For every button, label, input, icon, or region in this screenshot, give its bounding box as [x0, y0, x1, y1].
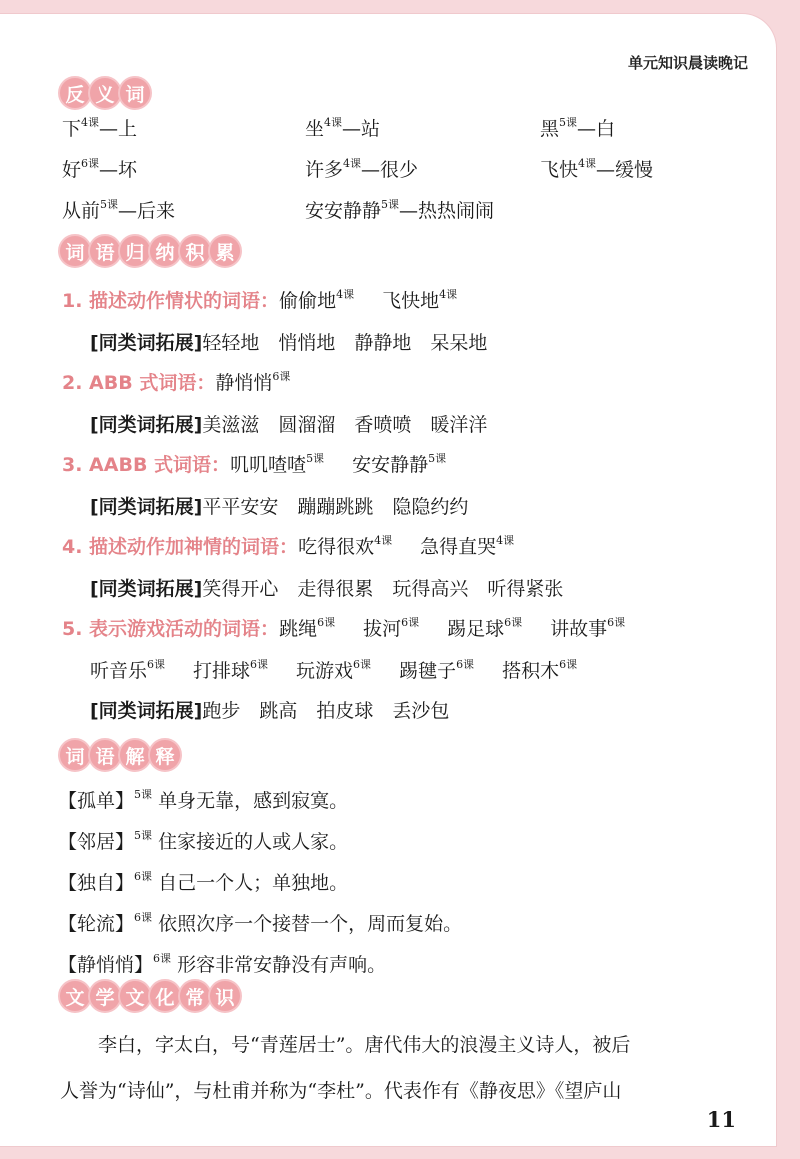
example-word: 踢毽子$^{6课}$ [399, 658, 475, 682]
extension-label: [同类词拓展] [90, 578, 203, 600]
definition: 单身无靠，感到寂寞。 [158, 790, 349, 812]
word-group-title [62, 532, 514, 559]
lesson-tag: 4课 [374, 534, 393, 547]
word-group-examples [90, 656, 577, 683]
example-word: 静悄悄$^{6课}$ [215, 370, 291, 394]
lesson-tag: 6课 [147, 658, 166, 671]
section-antonyms-heading: 反 义 词 [58, 76, 148, 110]
lesson-tag: 4课 [324, 116, 343, 129]
definition: 依照次序一个接替一个，周而复始。 [158, 913, 463, 935]
section-explain-heading: 词 语 解 释 [58, 738, 178, 772]
lesson-tag: 6课 [353, 658, 372, 671]
example-word: 吃得很欢$^{4课}$ [298, 534, 393, 558]
example-word: 打排球$^{6课}$ [193, 658, 269, 682]
antonym-pair: 黑$^{5课}$—白 [540, 116, 616, 140]
example-word: 跳绳$^{6课}$ [279, 616, 336, 640]
definition: 形容非常安静没有声响。 [177, 954, 387, 976]
explanation-item [58, 786, 348, 813]
example-word: 急得直哭$^{4课}$ [420, 534, 515, 558]
lesson-tag: 6课 [134, 870, 153, 883]
word-group-extension [90, 696, 449, 723]
group-heading: 4. 描述动作加神情的词语： [62, 536, 299, 558]
example-word: 听音乐$^{6课}$ [90, 658, 166, 682]
lesson-tag: 4课 [496, 534, 515, 547]
antonym-pair: 从前$^{5课}$—后来 [62, 198, 176, 222]
lesson-tag: 5课 [559, 116, 578, 129]
lesson-tag: 4课 [439, 288, 458, 301]
lesson-tag: 6课 [607, 616, 626, 629]
explanation-item [58, 909, 462, 936]
lesson-tag: 5课 [100, 198, 119, 211]
word-group-title [62, 368, 290, 395]
lesson-tag: 6课 [401, 616, 420, 629]
antonym-pair: 下$^{4课}$—上 [62, 116, 138, 140]
word-group-title [62, 614, 625, 641]
lesson-tag: 5课 [306, 452, 325, 465]
example-word: 拔河$^{6课}$ [363, 616, 420, 640]
definition: 自己一个人；单独地。 [158, 872, 349, 894]
explanation-item [58, 868, 348, 895]
word-group-extension [90, 410, 487, 437]
lesson-tag: 5课 [134, 788, 153, 801]
lesson-tag: 6课 [559, 658, 578, 671]
explanation-item [58, 950, 386, 977]
lesson-tag: 6课 [504, 616, 523, 629]
lesson-tag: 5课 [428, 452, 447, 465]
lesson-tag: 5课 [134, 829, 153, 842]
lesson-tag: 6课 [456, 658, 475, 671]
antonym-pair: 好$^{6课}$—坏 [62, 157, 138, 181]
word-group-extension [90, 328, 487, 355]
section-culture-heading: 文 学 文 化 常 识 [58, 979, 238, 1013]
lesson-tag: 4课 [81, 116, 100, 129]
word-group-extension [90, 492, 468, 519]
section-words-heading: 词 语 归 纳 积 累 [58, 234, 238, 268]
culture-paragraph-line-2: 人誉为“诗仙”，与杜甫并称为“李杜”。代表作有《静夜思》《望庐山 [60, 1080, 622, 1102]
word-group-title [62, 286, 457, 313]
example-word: 玩游戏$^{6课}$ [296, 658, 372, 682]
extension-words: 美滋滋 圆溜溜 香喷喷 暖洋洋 [202, 414, 488, 436]
explanation-item [58, 827, 348, 854]
explained-word: 【邻居】 [58, 831, 135, 853]
extension-words: 轻轻地 悄悄地 静静地 呆呆地 [202, 332, 488, 354]
group-heading: 5. 表示游戏活动的词语： [62, 618, 280, 640]
word-group-extension [90, 574, 563, 601]
lesson-tag: 6课 [134, 911, 153, 924]
lesson-tag: 6课 [153, 952, 172, 965]
example-word: 飞快地$^{4课}$ [382, 288, 458, 312]
example-word: 安安静静$^{5课}$ [352, 452, 447, 476]
extension-label: [同类词拓展] [90, 496, 203, 518]
running-header: 单元知识晨读晚记 [627, 54, 748, 72]
lesson-tag: 6课 [317, 616, 336, 629]
extension-label: [同类词拓展] [90, 332, 203, 354]
example-word: 偷偷地$^{4课}$ [279, 288, 355, 312]
group-heading: 3. AABB 式词语： [62, 454, 231, 476]
lesson-tag: 6课 [272, 370, 291, 383]
explained-word: 【独自】 [58, 872, 135, 894]
example-word: 讲故事$^{6课}$ [550, 616, 626, 640]
explained-word: 【静悄悄】 [58, 954, 154, 976]
extension-words: 平平安安 蹦蹦跳跳 隐隐约约 [202, 496, 469, 518]
culture-paragraph-line-1: 李白，字太白，号“青莲居士”。唐代伟大的浪漫主义诗人，被后 [98, 1034, 631, 1056]
group-heading: 2. ABB 式词语： [62, 372, 216, 394]
page-number: 11 [706, 1107, 736, 1132]
extension-label: [同类词拓展] [90, 414, 203, 436]
extension-words: 笑得开心 走得很累 玩得高兴 听得紧张 [202, 578, 564, 600]
example-word: 搭积木$^{6课}$ [502, 658, 578, 682]
explained-word: 【孤单】 [58, 790, 135, 812]
word-group-title [62, 450, 446, 477]
lesson-tag: 4课 [578, 157, 597, 170]
antonym-pair: 飞快$^{4课}$—缓慢 [540, 157, 654, 181]
lesson-tag: 6课 [250, 658, 269, 671]
extension-words: 跑步 跳高 拍皮球 丢沙包 [202, 700, 450, 722]
antonym-pair: 安安静静$^{5课}$—热热闹闹 [305, 198, 495, 222]
antonym-pair: 许多$^{4课}$—很少 [305, 157, 419, 181]
definition: 住家接近的人或人家。 [158, 831, 349, 853]
example-word: 踢足球$^{6课}$ [447, 616, 523, 640]
lesson-tag: 5课 [381, 198, 400, 211]
lesson-tag: 6课 [81, 157, 100, 170]
example-word: 叽叽喳喳$^{5课}$ [230, 452, 325, 476]
lesson-tag: 4课 [336, 288, 355, 301]
extension-label: [同类词拓展] [90, 700, 203, 722]
group-heading: 1. 描述动作情状的词语： [62, 290, 280, 312]
antonym-pair: 坐$^{4课}$—站 [305, 116, 381, 140]
explained-word: 【轮流】 [58, 913, 135, 935]
lesson-tag: 4课 [343, 157, 362, 170]
page [0, 14, 776, 1146]
